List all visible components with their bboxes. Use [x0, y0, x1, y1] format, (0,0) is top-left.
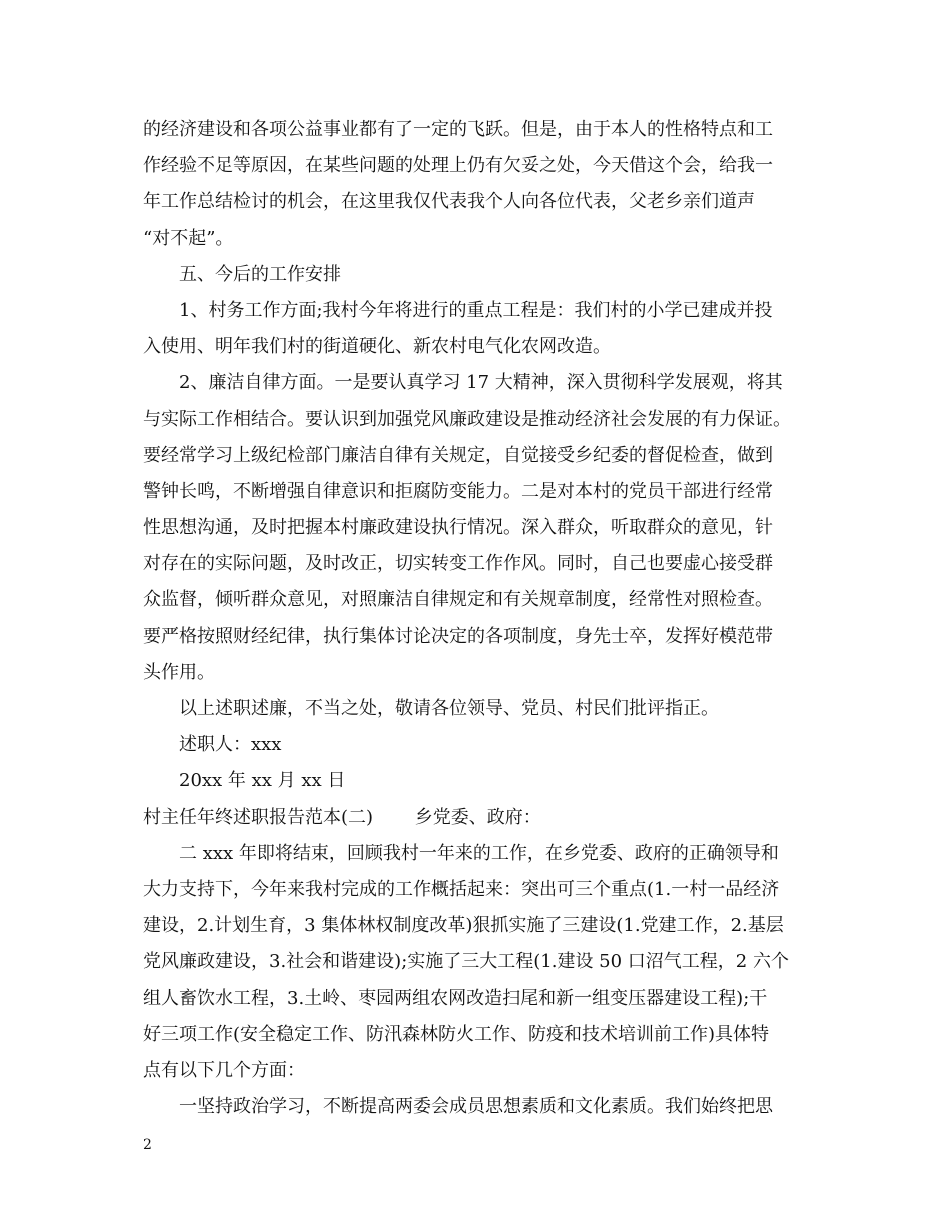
- text-line: 组人畜饮水工程，3.土岭、枣园两组农网改造扫尾和新一组变压器建设工程);干: [143, 987, 768, 1009]
- text-line: 党风廉政建设，3.社会和谐建设);实施了三大工程(1.建设 50 口沼气工程，2 六个: [143, 951, 789, 973]
- text-line: 建设，2.计划生育，3 集体林权制度改革)狠抓实施了三建设(1.党建工作，2.基层: [143, 915, 784, 937]
- text-line: 头作用。: [143, 661, 215, 683]
- text-line: 一坚持政治学习，不断提高两委会成员思想素质和文化素质。我们始终把思: [179, 1096, 773, 1118]
- text-line: 性思想沟通，及时把握本村廉政建设执行情况。深入群众，听取群众的意见，针: [143, 517, 773, 539]
- text-line: 年工作总结检讨的机会，在这里我仅代表我个人向各位代表，父老乡亲们道声: [143, 191, 755, 213]
- text-line: 大力支持下，今年来我村完成的工作概括起来：突出可三个重点(1.一村一品经济: [143, 878, 780, 900]
- text-line: 作经验不足等原因，在某些问题的处理上仍有欠妥之处，今天借这个会，给我一: [143, 155, 773, 177]
- document-title-line: 村主任年终述职报告范本(二) 乡党委、政府：: [143, 806, 541, 828]
- text-line: 1、村务工作方面;我村今年将进行的重点工程是：我们村的小学已建成并投: [179, 299, 773, 321]
- text-line: 入使用、明年我们村的街道硬化、新农村电气化农网改造。: [143, 336, 611, 358]
- text-line: 对存在的实际问题，及时改正，切实转变工作作风。同时，自己也要虚心接受群: [143, 553, 773, 575]
- text-line: 众监督，倾听群众意见，对照廉洁自律规定和有关规章制度，经常性对照检查。: [143, 589, 773, 611]
- text-line: 要严格按照财经纪律，执行集体讨论决定的各项制度，身先士卒，发挥好模范带: [143, 625, 773, 647]
- section-heading: 五、今后的工作安排: [179, 263, 341, 285]
- text-line: 点有以下几个方面：: [143, 1059, 305, 1081]
- text-line: 二 xxx 年即将结束，回顾我村一年来的工作，在乡党委、政府的正确领导和: [179, 842, 779, 864]
- text-line: 以上述职述廉，不当之处，敬请各位领导、党员、村民们批评指正。: [179, 698, 719, 719]
- document-body: [143, 112, 823, 1125]
- text-line: 与实际工作相结合。要认识到加强党风廉政建设是推动经济社会发展的有力保证。: [143, 408, 791, 430]
- text-line: 2、廉洁自律方面。一是要认真学习 17 大精神，深入贯彻科学发展观，将其: [179, 372, 783, 394]
- page-number: 2: [143, 1137, 152, 1153]
- text-line: 的经济建设和各项公益事业都有了一定的飞跃。但是，由于本人的性格特点和工: [143, 119, 773, 140]
- text-line: “对不起”。: [143, 227, 234, 249]
- text-line: 要经常学习上级纪检部门廉洁自律有关规定，自觉接受乡纪委的督促检查，做到: [143, 444, 773, 466]
- signature-line: 述职人：xxx: [179, 734, 282, 756]
- text-line: 好三项工作(安全稳定工作、防汛森林防火工作、防疫和技术培训前工作)具体特: [143, 1023, 770, 1045]
- date-line: 20xx 年 xx 月 xx 日: [179, 770, 346, 792]
- text-line: 警钟长鸣，不断增强自律意识和拒腐防变能力。二是对本村的党员干部进行经常: [143, 480, 773, 502]
